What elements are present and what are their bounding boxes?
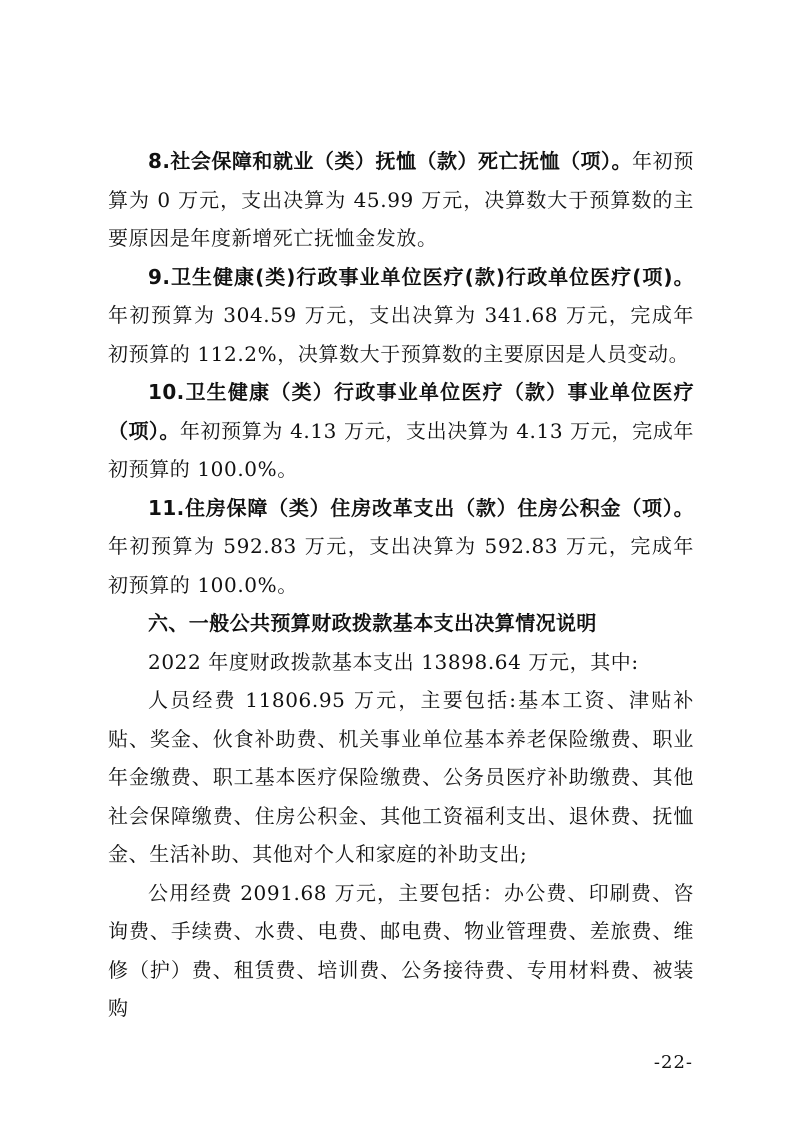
item-11 [108,489,694,605]
section-heading: 六、一般公共预算财政拨款基本支出决算情况说明 [148,611,597,635]
item-11-body: 年初预算为 592.83 万元，支出决算为 592.83 万元，完成年初预算的 100.0%。 [108,534,694,597]
page-number: -22- [653,1052,693,1073]
section-intro: 2022 年度财政拨款基本支出 13898.64 万元，其中: [148,649,639,674]
item-10-body: 年初预算为 4.13 万元，支出决算为 4.13 万元，完成年初预算的 100.0%。 [108,418,695,481]
item-9 [108,258,694,374]
item-8 [108,142,694,258]
item-8-title: 8.社会保障和就业（类）抚恤（款）死亡抚恤（项）。 [148,149,632,173]
public-expenses: 公用经费 2091.68 万元，主要包括：办公费、印刷费、咨询费、手续费、水费、电费、邮电费、物业管理费、差旅费、维修（护）费、租赁费、培训费、公务接待费、专用材料费、被装购 [108,880,694,1020]
item-10-title: 10.卫生健康（类）行政事业单位医疗（款）事业单位医疗（项）。 [108,380,694,443]
item-10 [108,373,694,489]
personnel-expenses: 人员经费 11806.95 万元，主要包括:基本工资、津贴补贴、奖金、伙食补助费、机关事业单位基本养老保险缴费、职业年金缴费、职工基本医疗保险缴费、公务员医疗补助缴费、其他社会保障缴费、住房公积金、其他工资福利支出、退休费、抚恤金、生活补助、其他对个人和家庭的补助支出; [108,688,694,866]
item-8-body: 年初预算为 0 万元，支出决算为 45.99 万元，决算数大于预算数的主要原因是年度新增死亡抚恤金发放。 [108,149,694,250]
document-page [108,142,694,1028]
item-9-body: 年初预算为 304.59 万元，支出决算为 341.68 万元，完成年初预算的 112.2%，决算数大于预算数的主要原因是人员变动。 [108,303,694,366]
item-9-title: 9.卫生健康(类)行政事业单位医疗(款)行政单位医疗(项)。 [148,264,694,289]
item-11-title: 11.住房保障（类）住房改革支出（款）住房公积金（项）。 [148,495,694,520]
